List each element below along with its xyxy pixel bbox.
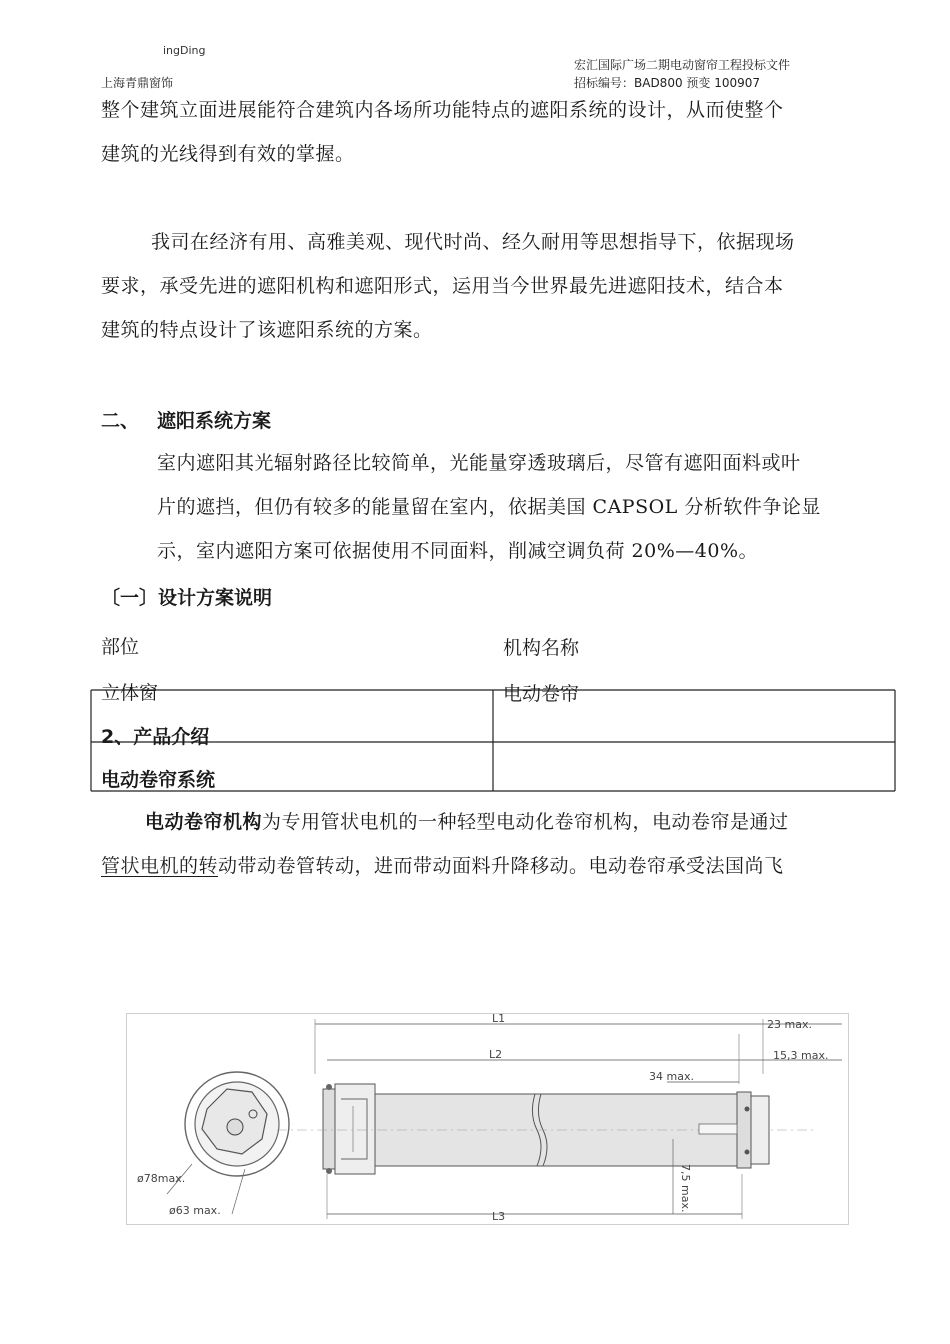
label-23max: 23 max.	[767, 1018, 812, 1031]
label-l1: L1	[492, 1014, 506, 1025]
bid-number: 招标编号：BAD800 预变 100907	[574, 76, 761, 90]
label-15max: 15,3 max.	[773, 1049, 829, 1062]
table-cell-roller-system: 电动卷帘系统	[101, 769, 216, 791]
table-cell-window: 立体窗	[101, 682, 159, 704]
label-l2: L2	[489, 1048, 503, 1061]
product-line-1-rest: 为专用管状电机的一种轻型电动化卷帘机构，电动卷帘是通过	[262, 811, 789, 833]
table-cell-product-intro: 2、产品介绍	[101, 726, 210, 748]
label-l3: L3	[492, 1210, 506, 1223]
product-lead: 电动卷帘机构	[145, 811, 263, 833]
intro-p2-line-1: 我司在经济有用、高雅美观、现代时尚、经久耐用等思想指导下，依据现场	[151, 231, 795, 253]
subsection-title: 〔一〕设计方案说明	[101, 587, 273, 609]
label-34max: 34 max.	[649, 1070, 694, 1083]
label-dia78: ø78max.	[137, 1172, 186, 1185]
motor-drawing	[127, 1014, 848, 1224]
product-underlined: 管状电机的转	[101, 855, 219, 877]
intro-p2-line-3: 建筑的特点设计了该遮阳系统的方案。	[101, 319, 433, 341]
table-header-mechanism: 机构名称	[503, 637, 580, 659]
section2-line-1: 室内遮阳其光辐射路径比较简单，光能量穿透玻璃后，尽管有遮阳面料或叶	[157, 452, 801, 474]
product-line-2	[101, 844, 784, 888]
project-title: 宏汇国际广场二期电动窗帘工程投标文件	[574, 58, 791, 72]
intro-line-1: 整个建筑立面进展能符合建筑内各场所功能特点的遮阳系统的设计，从而使整个	[101, 99, 784, 121]
section2-line-2: 片的遮挡，但仍有较多的能量留在室内，依据美国 CAPSOL 分析软件争论显	[157, 496, 821, 518]
label-dia63: ø63 max.	[169, 1204, 221, 1217]
intro-line-2: 建筑的光线得到有效的掌握。	[101, 143, 355, 165]
company-name: 上海青鼎窗饰	[101, 76, 174, 90]
label-75max: 7,5 max.	[679, 1164, 692, 1213]
section-number: 二、	[101, 410, 140, 432]
logo-text: ingDing	[163, 44, 206, 57]
table-cell-roller: 电动卷帘	[503, 683, 580, 705]
product-line-2-rest: 动带动卷管转动，进而带动面料升降移动。电动卷帘承受法国尚飞	[218, 855, 784, 877]
intro-p2-line-2: 要求，承受先进的遮阳机构和遮阳形式，运用当今世界最先进遮阳技术，结合本	[101, 275, 784, 297]
product-line-1	[145, 800, 789, 844]
section-title: 遮阳系统方案	[157, 410, 272, 432]
section2-line-3: 示，室内遮阳方案可依据使用不同面料，削减空调负荷 20%—40%。	[157, 540, 759, 562]
motor-diagram	[126, 1013, 849, 1225]
table-header-location: 部位	[101, 636, 140, 658]
